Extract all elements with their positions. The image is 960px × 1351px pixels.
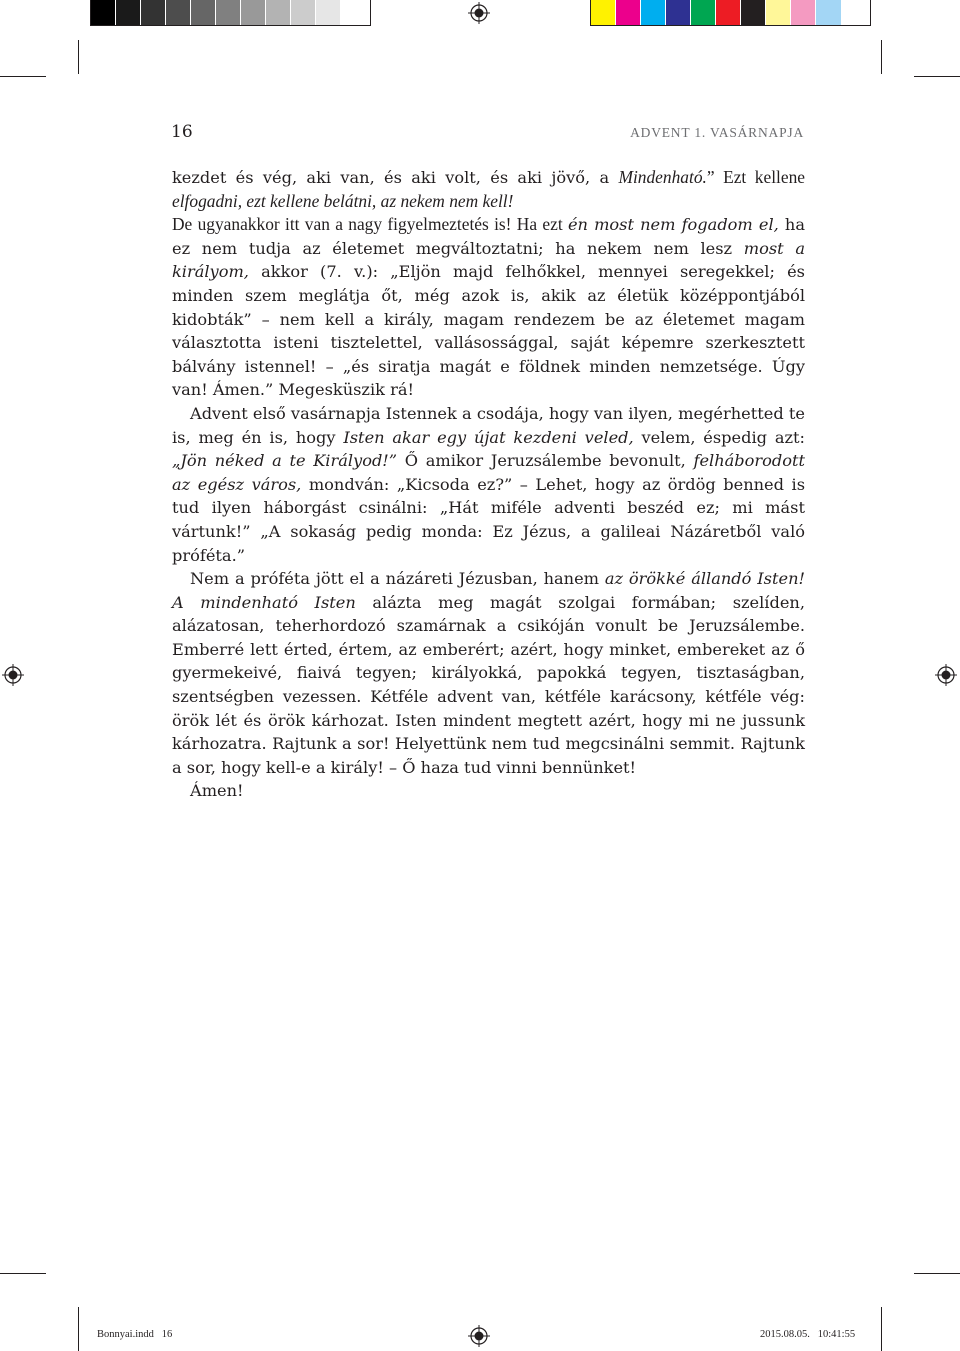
paragraph: Advent első vasárnapja Istennek a csodája, hogy van ilyen, megérhetted te is, meg én is, hogy Isten akar egy újat kezdeni veled, velem, éspedig azt: „Jön néked a te Királyod!” Ő amikor Jeruzsálembe bevonult, felháborodott az egész város, mondván: „Kicsoda ez?” – Lehet, hogy az ördög benned is tud ilyen háborgást csinálni: „Hát miféle adventi beszéd ez; mi mást vártunk!” „A sokaság pedig monda: Ez Jézus, a galileai Názáretből való próféta.” <box>172 403 806 565</box>
color-swatch <box>641 0 666 25</box>
slug-file: Bonnyai.indd 16 <box>97 1329 173 1340</box>
registration-mark-icon <box>935 664 957 686</box>
slug-datetime: 2015.08.05. 10:41:55 <box>760 1329 856 1340</box>
color-swatch <box>616 0 641 25</box>
color-swatch <box>216 0 241 25</box>
registration-mark-icon <box>2 664 24 686</box>
color-swatch <box>241 0 266 25</box>
process-color-bar <box>590 0 871 26</box>
crop-mark <box>914 76 960 77</box>
paragraph: kezdet és vég, aki van, és aki volt, és aki jövő, a Mindenható.” Ezt kellene elfogadni, ezt kellene belátni, az nekem nem kell! <box>172 167 805 211</box>
grayscale-color-bar <box>90 0 371 26</box>
color-swatch <box>291 0 316 25</box>
crop-mark <box>881 40 882 74</box>
paragraph: De ugyanakkor itt van a nagy figyelmeztetés is! Ha ezt én most nem fogadom el, ha ez nem tudja az életemet megváltoztatni; ha nekem nem lesz most a királyom, akkor (7. v.): „Eljön majd felhőkkel, mennyei seregekkel; és minden szem meglátja őt, még azok is, akik az életük középpontjából kidobták” – nem kell a király, magam rendezem be az életemet magam választotta isteni tisztelettel, vallásossággal, saját képemre szerkesztett bálvány istennel! – „és siratja magát e földnek minden nemzetsége. Úgy van! Ámen.” Megesküszik rá! <box>172 214 805 400</box>
page-number: 16 <box>171 122 193 142</box>
color-swatch <box>166 0 191 25</box>
color-swatch <box>316 0 341 25</box>
color-swatch <box>816 0 841 25</box>
color-swatch <box>791 0 816 25</box>
crop-mark <box>78 40 79 74</box>
color-swatch <box>91 0 116 25</box>
color-swatch <box>116 0 141 25</box>
paragraph: Nem a próféta jött el a názáreti Jézusban, hanem az örökké állandó Isten! A mindenható Isten alázta meg magát szolgai formában; szelíden, alázatosan, teherhordozó szamárnak a csikóján vonult be Jeruzsálembe. Emberré lett érted, értem, az emberért; azért, hogy minket, embereket az ő gyermekeivé, fiaivá tegyen; királyokká, papokká tegyen, tisztaságban, szentségben vezessen. Kétféle advent van, kétféle karácsony, kétféle vég: örök lét és örök kárhozat. Isten mindent megtett azért, hogy mi ne jussunk kárhozatra. Rajtunk a sor! Helyettünk nem tud megcsinálni semmit. Rajtunk a sor, hogy kell-e a király! – Ő haza tud vinni bennünket! <box>172 569 805 777</box>
crop-mark <box>0 76 46 77</box>
registration-mark-icon <box>468 1325 490 1347</box>
color-swatch <box>141 0 166 25</box>
crop-mark <box>881 1307 882 1351</box>
color-swatch <box>341 0 366 25</box>
crop-mark <box>78 1307 79 1351</box>
color-swatch <box>766 0 791 25</box>
color-swatch <box>266 0 291 25</box>
crop-mark <box>0 1273 46 1274</box>
color-swatch <box>716 0 741 25</box>
color-swatch <box>191 0 216 25</box>
crop-mark <box>914 1273 960 1274</box>
registration-mark-icon <box>468 2 490 24</box>
running-head: ADVENT 1. VASÁRNAPJA <box>630 125 804 140</box>
color-swatch <box>591 0 616 25</box>
color-swatch <box>691 0 716 25</box>
color-swatch <box>741 0 766 25</box>
paragraph-closing: Ámen! <box>190 781 244 801</box>
body-text <box>172 166 805 803</box>
color-swatch <box>666 0 691 25</box>
